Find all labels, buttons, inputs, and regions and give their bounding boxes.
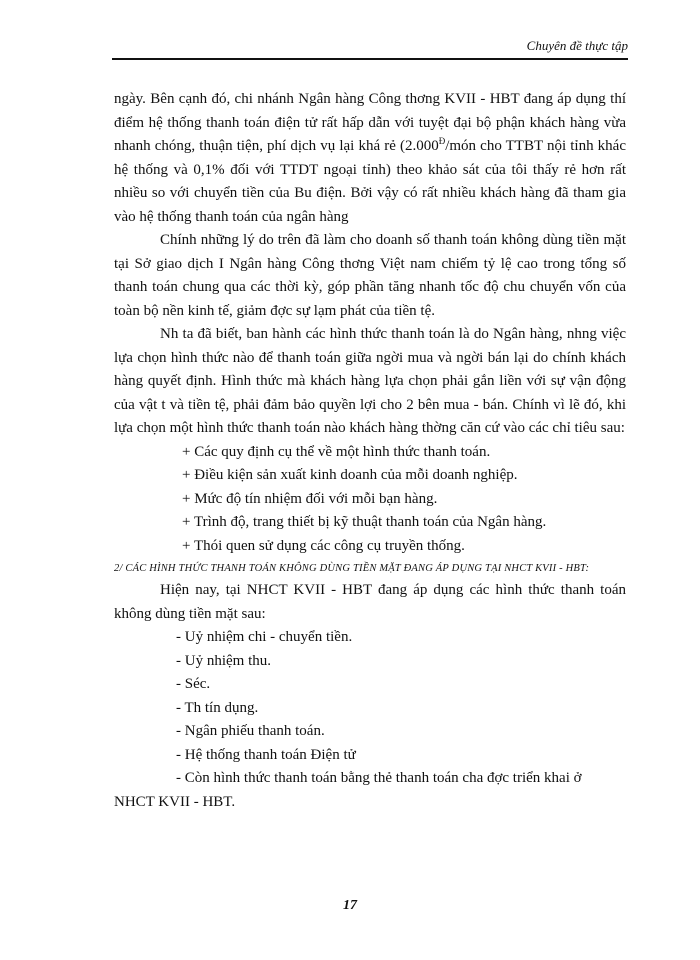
criteria-item: + Các quy định cụ thể về một hình thức thanh toán. xyxy=(182,443,491,460)
header-rule xyxy=(112,58,628,60)
paragraph-intro xyxy=(114,88,626,229)
section-heading: 2/ CÁC HÌNH THỨC THANH TOÁN KHÔNG DÙNG TIỀN MẶT ĐANG ÁP DỤNG TẠI NHCT KVII - HBT: xyxy=(114,563,590,574)
closing-line: - Còn hình thức thanh toán bằng thẻ thanh toán cha đợc triển khai ở xyxy=(176,770,582,786)
method-item: - Th tín dụng. xyxy=(176,699,259,716)
paragraph-reasons: Chính những lý do trên đã làm cho doanh số thanh toán không dùng tiền mặt tại Sở giao dịch I Ngân hàng Công thơng Việt nam chiếm tỷ lệ cao trong tổng số thanh toán chung qua các thời kỳ, góp phần tăng nhanh tốc độ chu chuyển vốn của toàn bộ nền kinh tế, giảm đợc sự lạm phát của tiền tệ. xyxy=(114,232,626,319)
method-item: - Hệ thống thanh toán Điện tử xyxy=(176,746,356,763)
criteria-item: + Điều kiện sản xuất kinh doanh của mỗi doanh nghiệp. xyxy=(182,467,518,483)
method-item: - Ngân phiếu thanh toán. xyxy=(176,723,325,739)
closing-line-continued: NHCT KVII - HBT. xyxy=(114,793,236,810)
methods-list xyxy=(114,626,626,767)
paragraph-intro-text-a: ngày. Bên cạnh đó, chi nhánh Ngân hàng Công thơng KVII - HBT đang áp dụng thí điểm hệ thống thanh toán điện tử rất hấp dẫn với tuyệt đại bộ phận khách hàng vừa nhanh chóng, thuận tiện, phí dịch vụ lại khá rẻ (2.000 xyxy=(114,91,626,154)
criteria-list xyxy=(114,441,626,559)
paragraph-selection: Nh ta đã biết, ban hành các hình thức thanh toán là do Ngân hàng, nhng việc lựa chọn hình thức nào để thanh toán giữa ngời mua và ngời bán lại do chính khách hàng quyết định. Hình thức mà khách hàng lựa chọn phải gắn liền với sự vận động của vật t và tiền tệ, phải đảm bảo quyền lợi cho 2 bên mua - bán. Chính vì lẽ đó, khi lựa chọn một hình thức thanh toán nào khách hàng thờng căn cứ vào các chỉ tiêu sau: xyxy=(114,326,626,436)
method-item: - Séc. xyxy=(176,676,211,692)
method-item: - Uỷ nhiệm chi - chuyển tiền. xyxy=(176,629,353,645)
method-item: - Uỷ nhiệm thu. xyxy=(176,652,271,669)
criteria-item: + Thói quen sử dụng các công cụ truyền thống. xyxy=(182,537,465,554)
page-body xyxy=(114,88,626,814)
currency-superscript: Đ xyxy=(438,136,446,146)
criteria-item: + Trình độ, trang thiết bị kỹ thuật thanh toán của Ngân hàng. xyxy=(182,514,547,530)
paragraph-intro-text-b: /món cho TTBT nội tỉnh khác hệ thống và 0,1% đối với TTDT ngoại tỉnh) theo khảo sát của tôi thấy rẻ hơn rất nhiều so với chuyển tiền của Bu điện. Bởi vậy có rất nhiều khách hàng đã tham gia vào hệ thống thanh toán của ngân hàng xyxy=(114,138,626,225)
paragraph-current-methods: Hiện nay, tại NHCT KVII - HBT đang áp dụng các hình thức thanh toán không dùng tiền mặt sau: xyxy=(114,582,626,622)
running-header: Chuyên đề thực tập xyxy=(526,38,628,53)
page-number: 17 xyxy=(343,898,357,913)
criteria-item: + Mức độ tín nhiệm đối với mỗi bạn hàng. xyxy=(182,490,438,507)
